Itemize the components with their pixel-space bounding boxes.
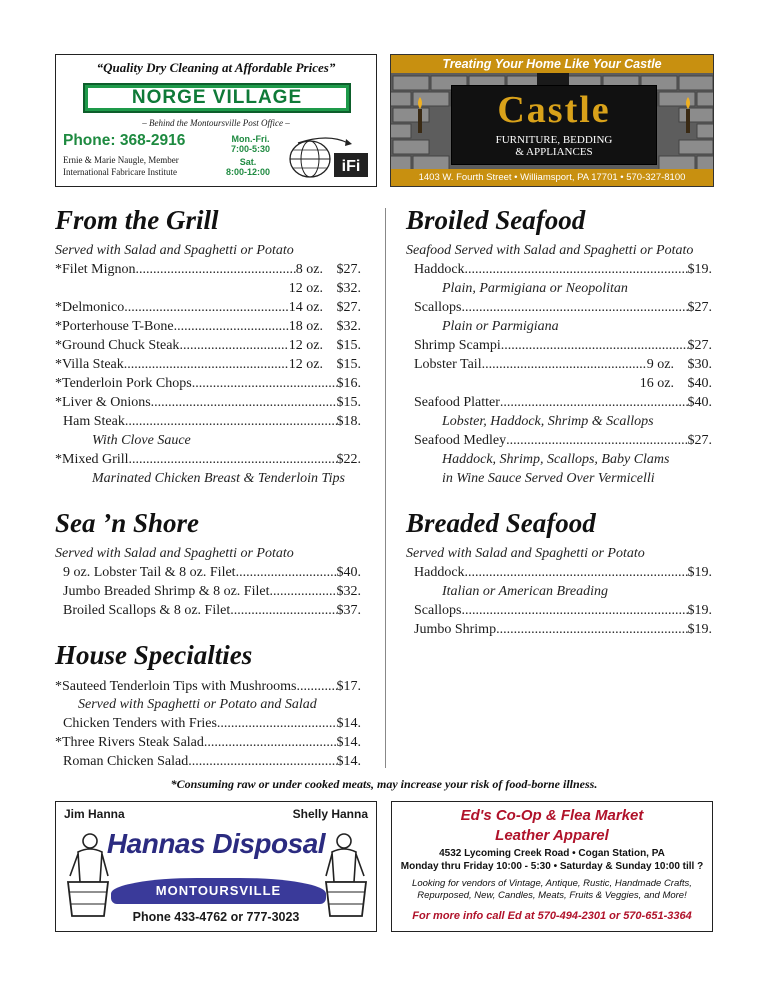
norge-quote: “Quality Dry Cleaning at Affordable Prices”: [96, 60, 336, 75]
menu-item-filet-mignon-large: [55, 279, 361, 298]
menu-item-steak-salad: [55, 733, 361, 752]
item-name: Haddock: [414, 262, 465, 277]
item-price: $14.: [336, 754, 361, 769]
item-name: *Three Rivers Steak Salad: [55, 735, 204, 750]
leader-dots: [465, 260, 688, 279]
item-price: $19.: [687, 262, 712, 277]
menu-item-jumbo-shrimp: [414, 620, 712, 639]
item-name: *Mixed Grill: [55, 452, 129, 467]
norge-brand: NORGE VILLAGE: [88, 88, 346, 108]
leader-dots: [174, 317, 289, 336]
item-name: Ham Steak: [63, 414, 125, 429]
menu-item-ham-steak: [63, 412, 361, 431]
item-name: *Delmonico: [55, 300, 125, 315]
eds-flea-market-ad: [391, 801, 713, 932]
castle-brand: Castle: [497, 89, 611, 131]
item-price: $19.: [687, 565, 712, 580]
menu-item-filet-mignon: [55, 260, 361, 279]
tenderloin-tips-note: Served with Spaghetti or Potato and Salad: [78, 697, 317, 712]
norge-weekday-days: Mon.-Fri.: [231, 134, 270, 144]
item-name: *Sauteed Tenderloin Tips with Mushrooms: [55, 679, 297, 694]
eds-hours: Monday thru Friday 10:00 - 5:30 • Saturday & Sunday 10:00 till ?: [400, 861, 704, 872]
item-name: Shrimp Scampi: [414, 338, 501, 353]
leader-dots: [501, 336, 688, 355]
item-price: $14.: [336, 716, 361, 731]
item-price: $22.: [336, 452, 361, 467]
breaded-title: Breaded Seafood: [406, 508, 596, 538]
leader-dots: [465, 563, 688, 582]
item-size: 16 oz.: [639, 376, 674, 391]
item-price: $15.: [336, 395, 361, 410]
item-size: 12 oz.: [288, 338, 323, 353]
hanna-phone: Phone 433-4762 or 777-3023: [132, 910, 300, 924]
item-name: Chicken Tenders with Fries: [63, 716, 217, 731]
item-name: *Ground Chuck Steak: [55, 338, 180, 353]
item-name: *Villa Steak: [55, 357, 124, 372]
eds-vendors-line-2: Repurposed, New, Candles, Meats, Fruits & Veggies, and More!: [417, 890, 687, 901]
seafood-platter-note: Lobster, Haddock, Shrimp & Scallops: [442, 414, 654, 429]
house-title: House Specialties: [55, 640, 253, 670]
grill-title: From the Grill: [55, 205, 219, 235]
item-price: $14.: [336, 735, 361, 750]
castle-furniture-ad: [390, 54, 714, 187]
menu-item-pork-chops: [55, 374, 361, 393]
item-price: $30.: [687, 357, 712, 372]
leader-dots: [500, 393, 688, 412]
item-price: $17.: [336, 679, 361, 694]
norge-weekday-time: 7:00-5:30: [231, 144, 271, 154]
leader-dots: [296, 677, 336, 696]
norge-hours-weekday: [231, 134, 270, 154]
item-size: 9 oz.: [646, 357, 674, 372]
menu-item-villa-steak: [55, 355, 361, 374]
ifi-logo-text: iFi: [341, 158, 361, 175]
sea-shore-subtitle: Served with Salad and Spaghetti or Potato: [55, 546, 294, 561]
item-price: $32.: [336, 319, 361, 334]
leader-dots: [125, 412, 337, 431]
leader-dots: [461, 298, 687, 317]
item-name: Scallops: [414, 300, 462, 315]
hanna-name-left: Jim Hanna: [64, 807, 125, 821]
item-name: Seafood Platter: [414, 395, 500, 410]
item-name: Jumbo Shrimp: [414, 622, 497, 637]
item-price: $15.: [336, 338, 361, 353]
menu-item-shrimp-filet: [63, 582, 361, 601]
menu-item-scallops-filet: [63, 601, 361, 620]
food-safety-warning: *Consuming raw or under cooked meats, may increase your risk of food-borne illness.: [170, 777, 598, 791]
item-size: 14 oz.: [288, 300, 323, 315]
leader-dots: [269, 582, 336, 601]
leader-dots: [179, 336, 288, 355]
eds-address: 4532 Lycoming Creek Road • Cogan Station, PA: [439, 848, 665, 859]
item-size: 12 oz.: [288, 281, 323, 296]
castle-sign: [451, 85, 657, 165]
menu-item-breaded-haddock: [414, 563, 712, 582]
norge-owners: Ernie & Marie Naugle, Member: [63, 155, 179, 165]
menu-item-delmonico: [55, 298, 361, 317]
hanna-name-right: Shelly Hanna: [292, 807, 368, 821]
eds-title: Ed's Co-Op & Flea Market: [460, 807, 644, 824]
norge-hours-saturday: [226, 157, 270, 177]
castle-tagline: Treating Your Home Like Your Castle: [391, 55, 713, 73]
leader-dots: [136, 260, 296, 279]
broiled-haddock-note: Plain, Parmigiana or Neopolitan: [442, 281, 628, 296]
breaded-subtitle: Served with Salad and Spaghetti or Potato: [406, 546, 645, 561]
seafood-medley-note-2: in Wine Sauce Served Over Vermicelli: [442, 471, 655, 486]
menu-item-shrimp-scampi: [414, 336, 712, 355]
hannas-disposal-ad: [55, 801, 377, 932]
menu-item-seafood-medley: [414, 431, 712, 450]
item-name: Broiled Scallops & 8 oz. Filet: [63, 603, 231, 618]
menu-item-lobster-tail-large: [414, 374, 712, 393]
leader-dots: [506, 431, 687, 450]
item-name: Scallops: [414, 603, 462, 618]
menu-item-liver-onions: [55, 393, 361, 412]
item-name: *Tenderloin Pork Chops: [55, 376, 192, 391]
item-price: $27.: [336, 262, 361, 277]
item-price: $16.: [336, 376, 361, 391]
leader-dots: [124, 355, 289, 374]
item-size: 8 oz.: [295, 262, 323, 277]
castle-line-1: FURNITURE, BEDDING: [495, 134, 613, 146]
item-name: Haddock: [414, 565, 465, 580]
norge-phone: Phone: 368-2916: [63, 132, 186, 149]
item-size: 12 oz.: [288, 357, 323, 372]
item-name: Roman Chicken Salad: [63, 754, 189, 769]
item-price: $40.: [687, 376, 712, 391]
menu-item-mixed-grill: [55, 450, 361, 469]
ham-steak-note: With Clove Sauce: [92, 433, 191, 448]
menu-item-breaded-scallops: [414, 601, 712, 620]
item-price: $27.: [687, 433, 712, 448]
norge-sat-day: Sat.: [239, 157, 257, 167]
eds-subtitle: Leather Apparel: [495, 827, 609, 844]
item-name: 9 oz. Lobster Tail & 8 oz. Filet: [63, 565, 236, 580]
torch-right-icon: [683, 95, 693, 135]
column-divider: [385, 208, 386, 768]
item-name: Lobster Tail: [414, 357, 482, 372]
castle-address: 1403 W. Fourth Street • Williamsport, PA 17701 • 570-327-8100: [391, 169, 713, 186]
item-price: $19.: [687, 603, 712, 618]
menu-item-lobster-tail: [414, 355, 712, 374]
hanna-brand: Hannas Disposal: [106, 828, 326, 859]
torch-left-icon: [415, 95, 425, 135]
leader-dots: [217, 714, 337, 733]
menu-item-broiled-haddock: [414, 260, 712, 279]
leader-dots: [461, 601, 687, 620]
broiled-title: Broiled Seafood: [406, 205, 586, 235]
item-price: $37.: [336, 603, 361, 618]
norge-sat-time: 8:00-12:00: [226, 167, 271, 177]
item-price: $40.: [336, 565, 361, 580]
menu-item-chicken-tenders: [63, 714, 361, 733]
seafood-medley-note-1: Haddock, Shrimp, Scallops, Baby Clams: [442, 452, 670, 467]
leader-dots: [192, 374, 337, 393]
castle-line-2: & APPLIANCES: [515, 146, 593, 158]
norge-institute: International Fabricare Institute: [63, 167, 177, 177]
item-name: *Liver & Onions: [55, 395, 151, 410]
leader-dots: [151, 393, 337, 412]
breaded-haddock-note: Italian or American Breading: [442, 584, 609, 599]
norge-village-ad: [55, 54, 377, 187]
mixed-grill-note: Marinated Chicken Breast & Tenderloin Tips: [92, 471, 345, 486]
item-price: $18.: [336, 414, 361, 429]
item-price: $27.: [336, 300, 361, 315]
broiled-scallops-note: Plain or Parmigiana: [442, 319, 559, 334]
hanna-town: MONTOURSVILLE: [155, 883, 282, 898]
norge-logo: [83, 83, 351, 113]
hanna-town-banner: [111, 878, 326, 904]
menu-item-tenderloin-tips: [55, 677, 361, 696]
item-price: $27.: [687, 300, 712, 315]
grill-subtitle: Served with Salad and Spaghetti or Potato: [55, 243, 294, 258]
item-price: $40.: [687, 395, 712, 410]
leader-dots: [204, 733, 337, 752]
item-name: Jumbo Breaded Shrimp & 8 oz. Filet: [63, 584, 270, 599]
leader-dots: [236, 563, 337, 582]
leader-dots: [188, 752, 336, 771]
leader-dots: [482, 355, 647, 374]
item-name: *Porterhouse T-Bone: [55, 319, 174, 334]
item-size: 18 oz.: [288, 319, 323, 334]
norge-location: – Behind the Montoursville Post Office –: [142, 118, 290, 128]
leader-dots: [129, 450, 337, 469]
item-price: $27.: [687, 338, 712, 353]
broiled-subtitle: Seafood Served with Salad and Spaghetti or Potato: [406, 243, 694, 258]
leader-dots: [230, 601, 336, 620]
eds-vendors-line-1: Looking for vendors of Vintage, Antique, Rustic, Handmade Crafts,: [412, 878, 692, 889]
menu-item-ground-chuck: [55, 336, 361, 355]
item-price: $15.: [336, 357, 361, 372]
item-price: $19.: [687, 622, 712, 637]
menu-item-roman-salad: [63, 752, 361, 771]
item-price: $32.: [336, 584, 361, 599]
ifi-globe-logo-icon: [288, 135, 372, 181]
item-name: Seafood Medley: [414, 433, 507, 448]
item-name: *Filet Mignon: [55, 262, 136, 277]
leader-dots: [496, 620, 687, 639]
menu-item-porterhouse: [55, 317, 361, 336]
eds-contact: For more info call Ed at 570-494-2301 or 570-651-3364: [412, 910, 692, 922]
menu-item-seafood-platter: [414, 393, 712, 412]
menu-item-lobster-filet: [63, 563, 361, 582]
sea-shore-title: Sea ’n Shore: [55, 508, 200, 538]
leader-dots: [124, 298, 289, 317]
menu-item-broiled-scallops: [414, 298, 712, 317]
item-price: $32.: [336, 281, 361, 296]
